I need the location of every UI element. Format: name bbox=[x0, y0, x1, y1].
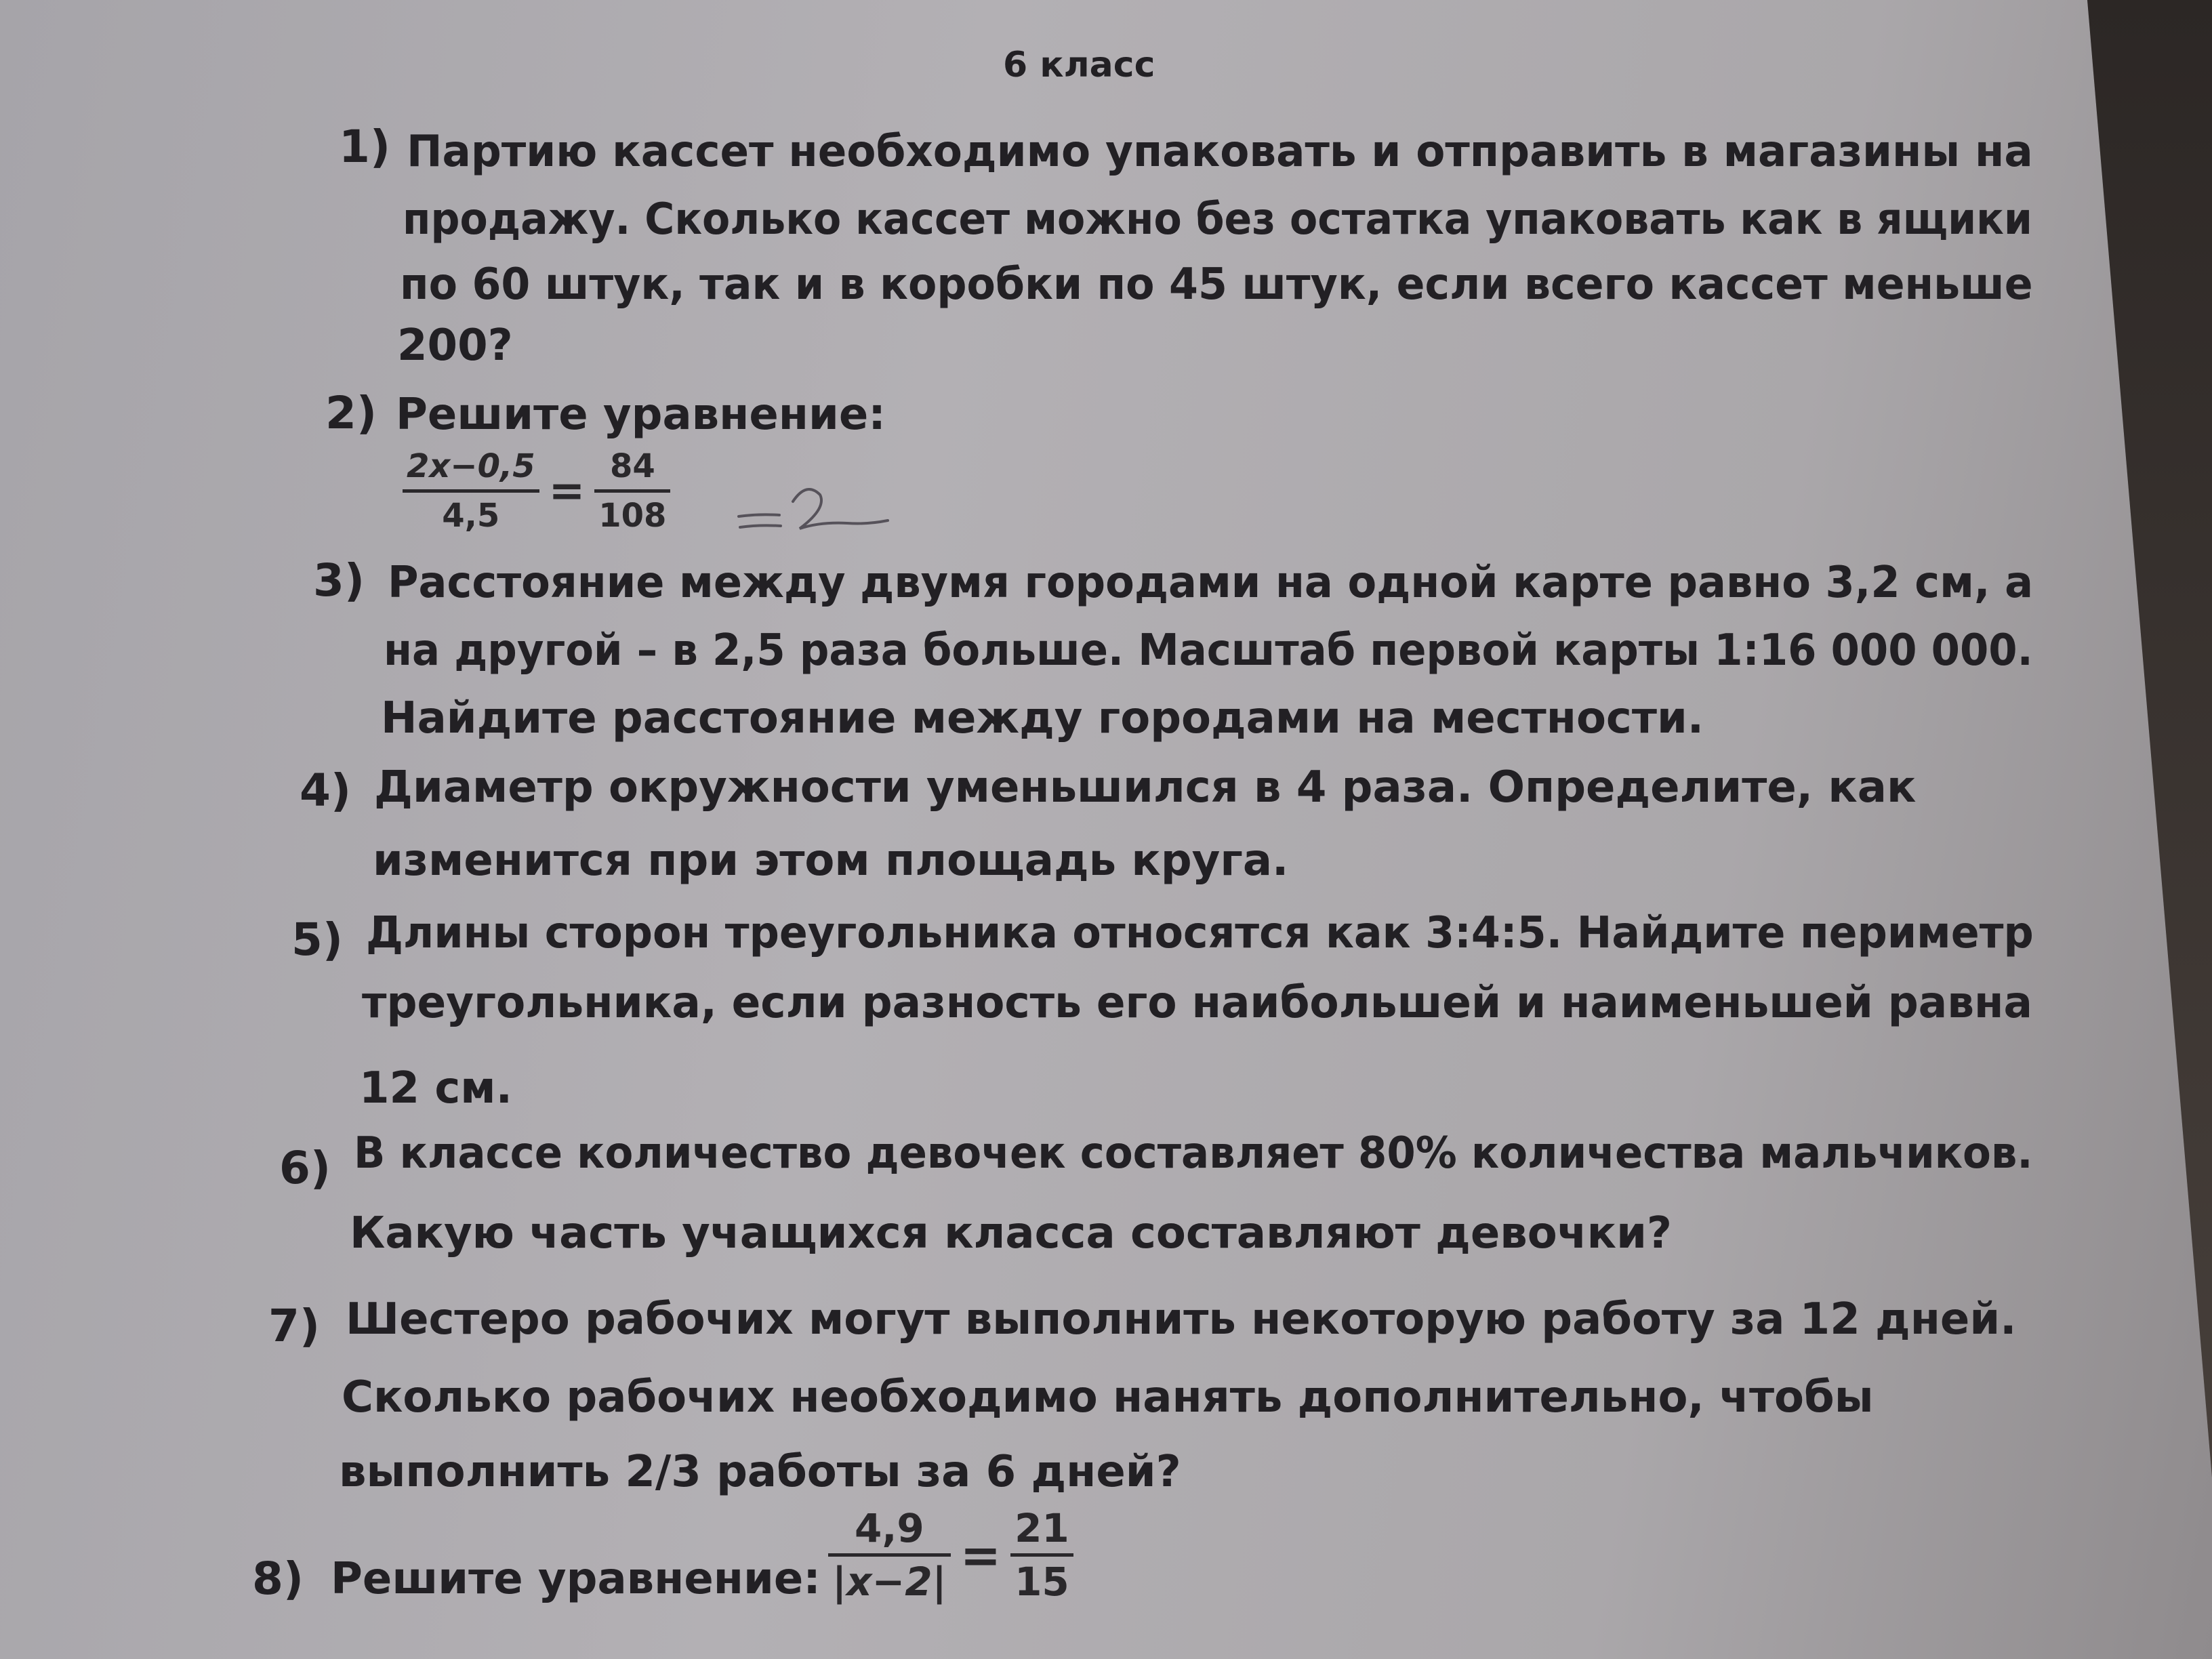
fraction-bar bbox=[1010, 1553, 1073, 1557]
task-2-left-denominator: 4,5 bbox=[442, 497, 500, 535]
task-5-line-3: 12 см. bbox=[359, 1063, 512, 1113]
task-8-left-denominator: |x−2| bbox=[832, 1559, 947, 1605]
task-8-equation bbox=[828, 1507, 1073, 1603]
task-2-right-fraction bbox=[594, 447, 670, 535]
task-2-line-1: Решите уравнение: bbox=[396, 390, 886, 440]
page-title: 6 класс bbox=[1003, 45, 1155, 85]
task-8-right-numerator: 21 bbox=[1015, 1505, 1069, 1551]
fraction-bar bbox=[828, 1553, 951, 1557]
fraction-bar bbox=[403, 489, 539, 493]
task-1-line-3: по 60 штук, так и в коробки по 45 штук, если всего кассет меньше bbox=[400, 260, 2033, 310]
task-8-right-denominator: 15 bbox=[1015, 1559, 1069, 1605]
task-4-line-1: Диаметр окружности уменьшился в 4 раза. Определите, как bbox=[374, 762, 1917, 813]
task-2-left-numerator: 2x−0,5 bbox=[407, 447, 535, 485]
task-5-number: 5) bbox=[291, 914, 344, 966]
task-2-equation bbox=[403, 447, 670, 535]
task-6-line-1: В классе количество девочек составляет 80% количества мальчиков. bbox=[354, 1128, 2033, 1179]
task-6-number: 6) bbox=[279, 1142, 331, 1194]
task-8-right-fraction bbox=[1010, 1507, 1073, 1603]
task-3-number: 3) bbox=[313, 554, 365, 607]
task-8-line-1: Решите уравнение: bbox=[331, 1554, 821, 1604]
task-7-line-1: Шестеро рабочих могут выполнить некоторую работу за 12 дней. bbox=[346, 1294, 2017, 1345]
task-5-line-2: треугольника, если разность его наибольшей и наименьшей равна bbox=[362, 978, 2032, 1028]
task-3-line-3: Найдите расстояние между городами на местности. bbox=[381, 693, 1704, 743]
task-2-right-denominator: 108 bbox=[598, 497, 667, 535]
task-2-right-numerator: 84 bbox=[609, 447, 655, 485]
task-3-line-2: на другой – в 2,5 раза больше. Масштаб первой карты 1:16 000 000. bbox=[384, 626, 2033, 676]
task-4-line-2: изменится при этом площадь круга. bbox=[373, 836, 1289, 886]
task-7-number: 7) bbox=[268, 1300, 321, 1352]
handwritten-note bbox=[732, 474, 895, 542]
task-8-number: 8) bbox=[252, 1553, 304, 1605]
task-2-equals: = bbox=[548, 466, 586, 516]
task-7-line-3: выполнить 2/3 работы за 6 дней? bbox=[339, 1447, 1181, 1497]
task-1-line-2: продажу. Сколько кассет можно без остатка упаковать как в ящики bbox=[403, 194, 2032, 245]
task-1-line-1: Партию кассет необходимо упаковать и отправить в магазины на bbox=[407, 127, 2033, 177]
task-1-line-4: 200? bbox=[397, 321, 513, 371]
task-8-equals: = bbox=[960, 1526, 1002, 1584]
task-2-left-fraction bbox=[403, 447, 539, 535]
task-8-left-fraction bbox=[828, 1507, 951, 1603]
task-7-line-2: Сколько рабочих необходимо нанять дополнительно, чтобы bbox=[342, 1372, 1874, 1422]
task-2-number: 2) bbox=[325, 387, 377, 439]
task-3-line-1: Расстояние между двумя городами на одной карте равно 3,2 см, а bbox=[388, 558, 2034, 608]
fraction-bar bbox=[594, 489, 670, 493]
task-1-number: 1) bbox=[339, 121, 391, 173]
task-8-left-numerator: 4,9 bbox=[854, 1505, 924, 1551]
task-4-number: 4) bbox=[300, 764, 352, 817]
task-6-line-2: Какую часть учащихся класса составляют девочки? bbox=[350, 1208, 1673, 1258]
task-5-line-1: Длины сторон треугольника относятся как 3:4:5. Найдите периметр bbox=[366, 908, 2034, 958]
